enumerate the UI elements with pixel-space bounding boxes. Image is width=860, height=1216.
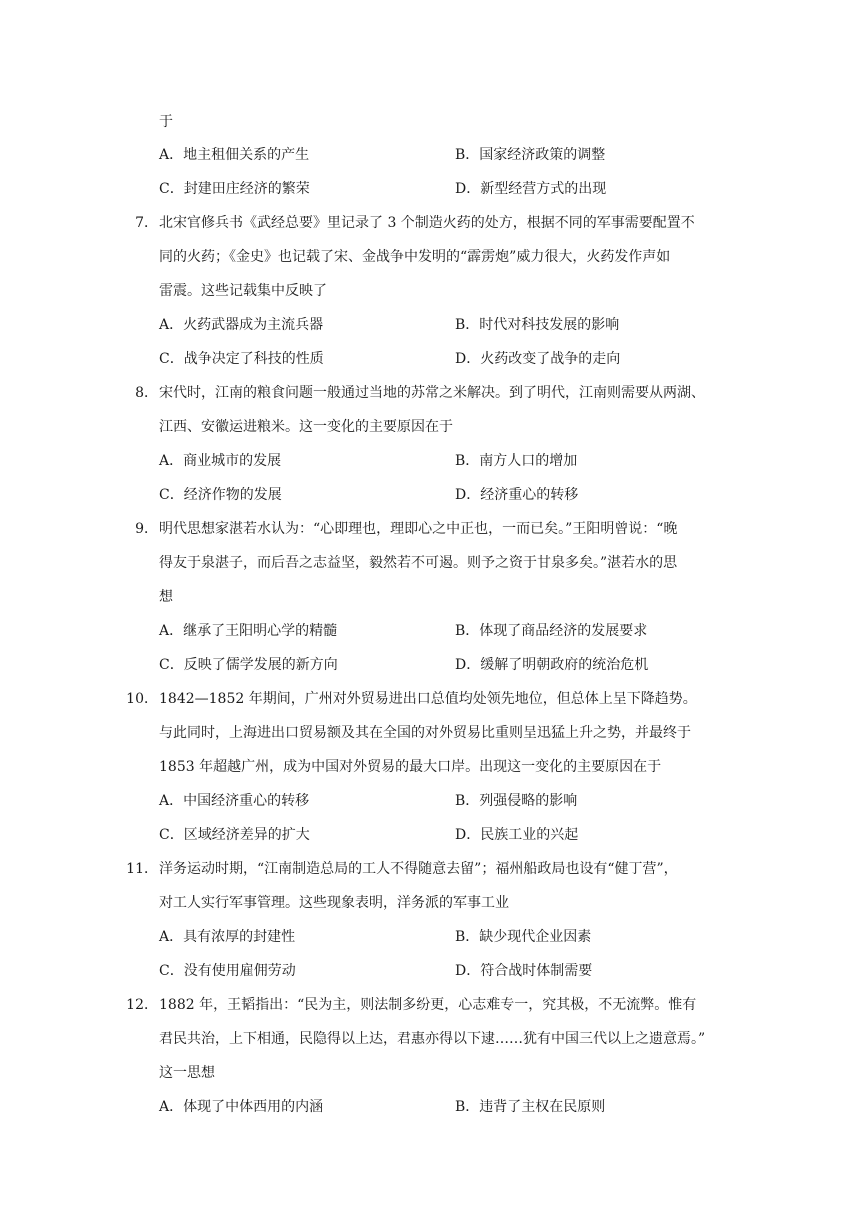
question-9-option-c: C．反映了儒学发展的新方向: [159, 657, 338, 673]
question-6-option-d: D．新型经营方式的出现: [455, 181, 607, 197]
question-8-option-b: B．南方人口的增加: [455, 453, 578, 469]
question-7-option-d: D．火药改变了战争的走向: [455, 351, 621, 367]
question-6-option-c: C．封建田庄经济的繁荣: [159, 181, 310, 197]
question-12-option-b: B．违背了主权在民原则: [455, 1099, 606, 1115]
question-7-stem-line-1: 北宋官修兵书《武经总要》里记录了 3 个制造火药的处方，根据不同的军事需要配置不: [159, 215, 695, 231]
question-6-option-a: A．地主租佃关系的产生: [159, 147, 310, 163]
question-9-option-a: A．继承了王阳明心学的精髓: [159, 623, 338, 639]
question-10-option-d: D．民族工业的兴起: [455, 827, 579, 843]
question-9-number: 9．: [135, 521, 158, 537]
question-7-option-b: B．时代对科技发展的影响: [455, 317, 620, 333]
question-6-option-b: B．国家经济政策的调整: [455, 147, 606, 163]
question-11-number: 11．: [126, 861, 158, 877]
question-9-option-b: B．体现了商品经济的发展要求: [455, 623, 648, 639]
question-12-option-a: A．体现了中体西用的内涵: [159, 1099, 324, 1115]
question-12-stem-line-3: 这一思想: [159, 1065, 215, 1081]
question-7-option-c: C．战争决定了科技的性质: [159, 351, 324, 367]
question-8-option-a: A．商业城市的发展: [159, 453, 282, 469]
question-8-option-d: D．经济重心的转移: [455, 487, 579, 503]
question-6-stem-end: 于: [159, 114, 173, 130]
question-10-number: 10．: [126, 691, 158, 707]
question-8-option-c: C．经济作物的发展: [159, 487, 282, 503]
question-9-option-d: D．缓解了明朝政府的统治危机: [455, 657, 649, 673]
question-11-option-b: B．缺少现代企业因素: [455, 929, 592, 945]
question-11-option-c: C．没有使用雇佣劳动: [159, 963, 296, 979]
question-8-number: 8．: [135, 385, 158, 401]
question-12-stem-line-1: 1882 年，王韬指出：“民为主，则法制多纷更，心志难专一，究其极，不无流弊。惟有: [159, 997, 697, 1013]
question-11-stem-line-1: 洋务运动时期，“江南制造总局的工人不得随意去留”；福州船政局也设有“健丁营”，: [159, 861, 678, 877]
question-10-option-a: A．中国经济重心的转移: [159, 793, 310, 809]
question-12-number: 12．: [126, 997, 158, 1013]
question-11-option-d: D．符合战时体制需要: [455, 963, 593, 979]
question-9-stem-line-1: 明代思想家湛若水认为：“心即理也，理即心之中正也，一而已矣。”王阳明曾说：“晚: [159, 521, 678, 537]
question-7-number: 7．: [135, 215, 158, 231]
question-11-stem-line-2: 对工人实行军事管理。这些现象表明，洋务派的军事工业: [159, 895, 509, 911]
question-8-stem-line-1: 宋代时，江南的粮食问题一般通过当地的苏常之米解决。到了明代，江南则需要从两湖、: [159, 385, 705, 401]
question-11-option-a: A．具有浓厚的封建性: [159, 929, 296, 945]
question-10-stem-line-3: 1853 年超越广州，成为中国对外贸易的最大口岸。出现这一变化的主要原因在于: [159, 759, 662, 775]
question-7-stem-line-3: 雷震。这些记载集中反映了: [159, 283, 327, 299]
question-10-option-c: C．区域经济差异的扩大: [159, 827, 310, 843]
question-8-stem-line-2: 江西、安徽运进粮米。这一变化的主要原因在于: [159, 419, 453, 435]
question-7-stem-line-2: 同的火药；《金史》也记载了宋、金战争中发明的“霹雳炮”威力很大，火药发作声如: [159, 249, 671, 265]
question-10-stem-line-2: 与此同时，上海进出口贸易额及其在全国的对外贸易比重则呈迅猛上升之势，并最终于: [159, 725, 691, 741]
question-10-option-b: B．列强侵略的影响: [455, 793, 578, 809]
question-9-stem-line-2: 得友于泉湛子，而后吾之志益坚，毅然若不可遏。则予之资于甘泉多矣。”湛若水的思: [159, 555, 678, 571]
question-7-option-a: A．火药武器成为主流兵器: [159, 317, 324, 333]
question-12-stem-line-2: 君民共治，上下相通，民隐得以上达，君惠亦得以下逮……犹有中国三代以上之遗意焉。”: [159, 1031, 706, 1047]
question-10-stem-line-1: 1842—1852 年期间，广州对外贸易进出口总值均处领先地位，但总体上呈下降趋势。: [159, 691, 697, 707]
question-9-stem-line-3: 想: [159, 589, 173, 605]
